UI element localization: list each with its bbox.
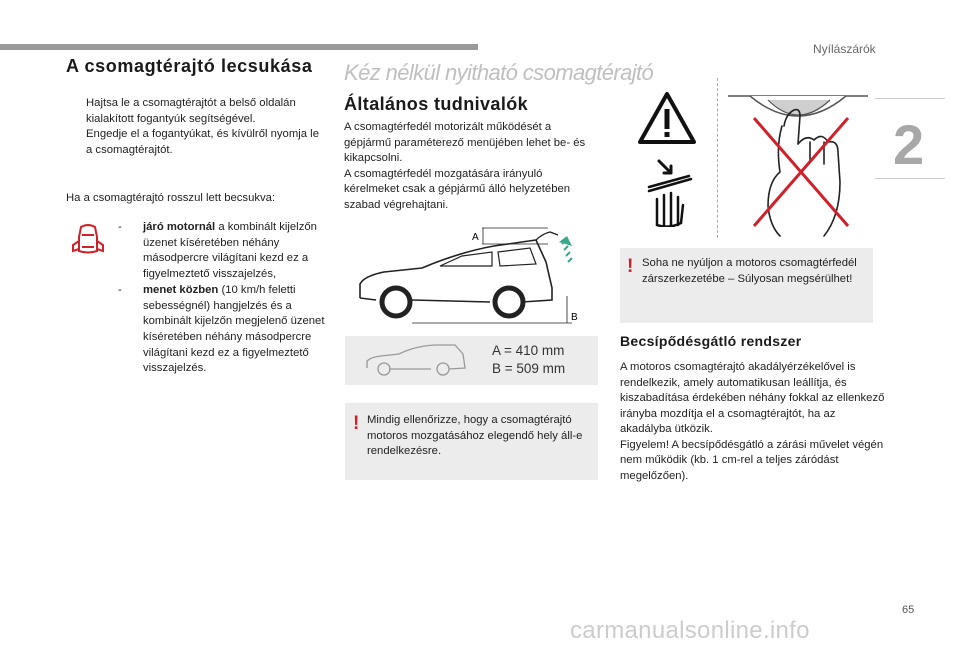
latch-warning-note [620, 248, 873, 323]
car-dimension-diagram [352, 226, 588, 328]
bullet-symbol [66, 127, 86, 158]
list-item-text [143, 283, 328, 377]
col2-subheading: Általános tudnivalók [344, 94, 529, 114]
label-b: B [571, 312, 578, 323]
top-bar [0, 44, 478, 50]
col3-subheading: Becsípődésgátló rendszer [620, 333, 802, 349]
list-item [118, 283, 328, 377]
bullet-item [66, 96, 326, 127]
col1-title: A csomagtérajtó lecsukása [66, 56, 313, 76]
list-item-bold: járó motornál [143, 221, 216, 233]
bullet-item [66, 127, 326, 158]
chapter-rule-bottom [875, 178, 945, 179]
col3-paragraph: A motoros csomagtérajtó akadályérzékelővel is rendelkezik, amely automatikusan leállítja, és kiszabadítása érdekében néhány fokkal az ellenkező irányba mozdítja el a csomagtérajtót, ha az akadályba ütközik. Figyelem! A becsípődésgátló a zárási művelet végén nem működik (kb. 1 cm-rel a teljes záródást megelőzően). [620, 361, 885, 482]
car-silhouette-icon [363, 342, 473, 380]
list-item-rest: a kombinált kijelzőn üzenet kíséretében néhány másodpercre világítani kezd ez a figyelmeztető visszajelzés, [143, 221, 317, 281]
chapter-number: 2 [893, 113, 925, 176]
illustration-divider [717, 78, 718, 238]
bullet-symbol [66, 96, 86, 127]
note-text: Mindig ellenőrizze, hogy a csomagtérajtó motoros mozgatásához elegendő hely áll-e rendelkezésre. [367, 414, 583, 457]
list-item-rest: (10 km/h feletti sebességnél) hangjelzés és a kombinált kijelzőn megjelenő üzenet kíséretében néhány másodpercre világítani kezd ez a figyelmeztető visszajelzés. [143, 283, 325, 375]
list-dash: - [118, 283, 122, 296]
bullet-text: Hajtsa le a csomagtérajtót a belső oldalán kialakított fogantyúk segítségével. [86, 97, 296, 125]
hazard-triangle-icon [636, 90, 698, 146]
list-dash: - [118, 221, 122, 233]
bullet-text: Engedje el a fogantyúkat, és kívülről nyomja le a csomagtérajtót. [86, 128, 319, 156]
list-item-text [143, 220, 328, 283]
note-text: Soha ne nyúljon a motoros csomagtérfedél zárszerkezetébe – Súlyosan megsérülhet! [642, 257, 857, 285]
hand-pinch-icon [645, 157, 695, 227]
chapter-rule-top [875, 98, 945, 99]
list-item [118, 220, 328, 283]
dimension-b: B = 509 mm [492, 361, 566, 376]
watermark: carmanualsonline.info [570, 617, 810, 644]
warning-exclamation-icon: ! [353, 413, 360, 434]
col2-paragraph: A csomagtérfedél motorizált működését a gépjármű paraméterező menüjében lehet be- és kikapcsolni. A csomagtérfedél mozgatására irányuló kérelmeket csak a gépjármű álló helyzetében szabad végrehajtani. [344, 121, 586, 211]
col1-intro: Ha a csomagtérajtó rosszul lett becsukva: [66, 192, 276, 204]
label-a: A [472, 232, 479, 243]
dimensions-panel [345, 336, 598, 385]
condition-list [118, 220, 328, 377]
space-warning-note [345, 403, 598, 480]
bullet-list [66, 96, 326, 158]
dimension-a: A = 410 mm [492, 343, 565, 358]
page-number: 65 [902, 604, 915, 616]
dimensions-values [492, 342, 565, 378]
section-title: Nyílászárók [813, 42, 876, 56]
open-door-warning-icon [72, 221, 104, 259]
warning-exclamation-icon: ! [627, 256, 634, 277]
col2-heading: Kéz nélkül nyitható csomagtérajtó [344, 60, 654, 85]
list-item-bold: menet közben [143, 283, 219, 296]
hand-in-latch-prohibited-illustration [728, 86, 868, 238]
